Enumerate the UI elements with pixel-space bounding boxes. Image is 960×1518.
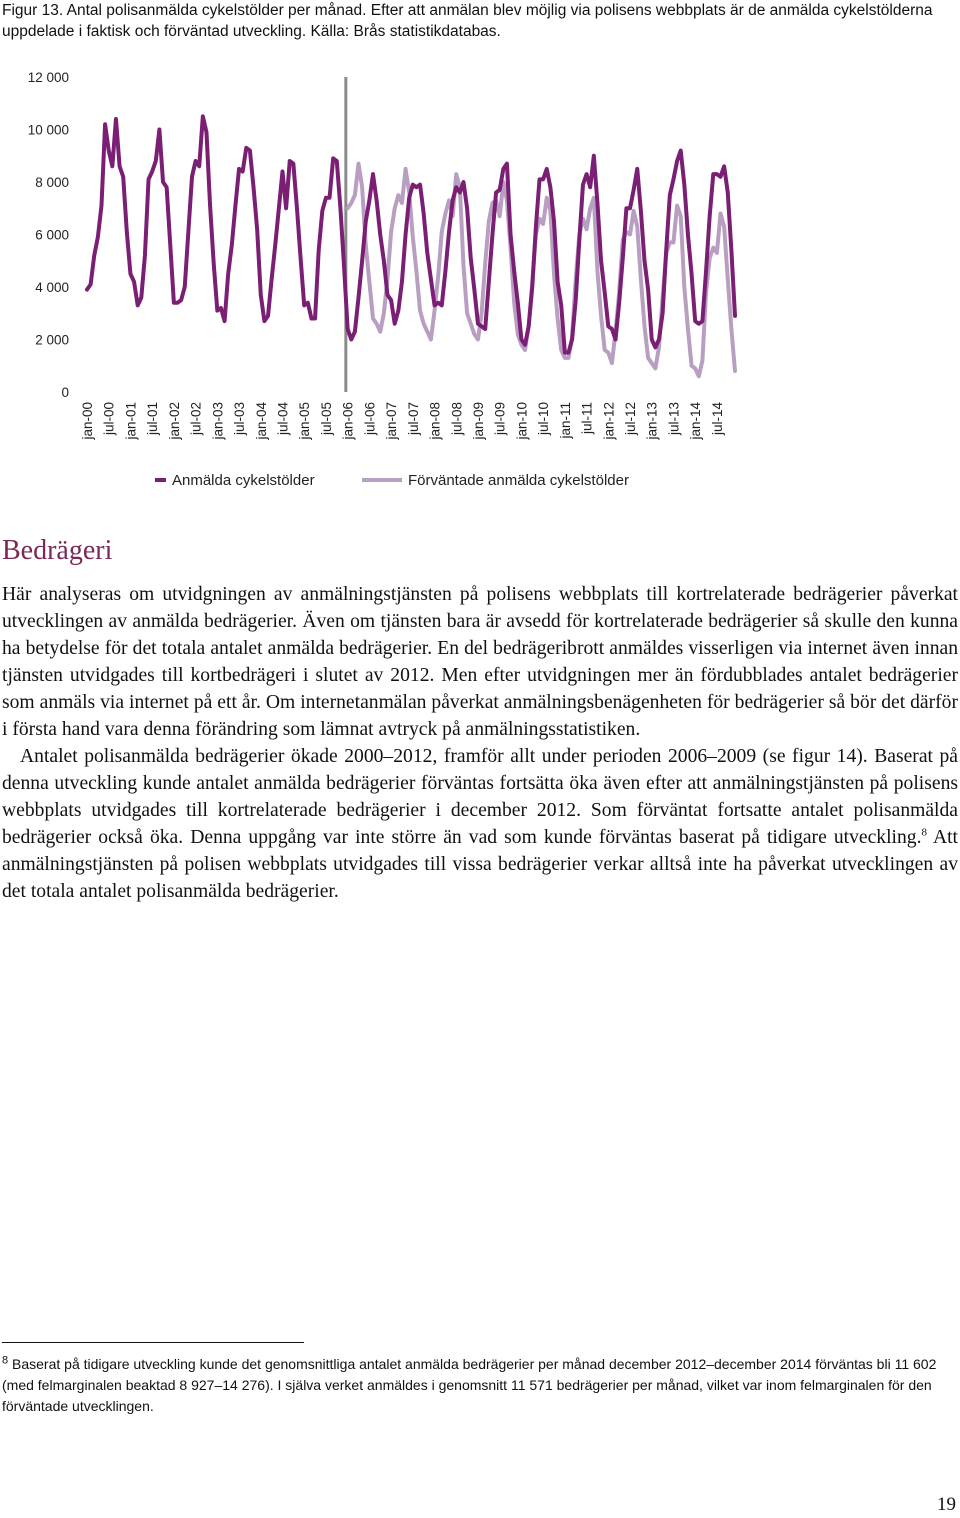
- y-tick-label: 2 000: [35, 332, 69, 348]
- x-tick-label: jan-02: [166, 402, 182, 440]
- x-tick-label: jul-14: [709, 402, 725, 436]
- footnote: [2, 1354, 947, 1417]
- x-tick-label: jan-11: [557, 402, 573, 439]
- series-line-expected: [348, 164, 735, 377]
- legend-label-expected: Förväntade anmälda cykelstölder: [408, 472, 629, 489]
- x-tick-label: jan-03: [210, 402, 226, 440]
- footnote-divider: [2, 1342, 304, 1343]
- x-tick-label: jul-07: [405, 402, 421, 436]
- article-body: [2, 581, 958, 905]
- x-tick-label: jan-13: [644, 402, 660, 440]
- x-tick-label: jul-11: [579, 402, 595, 435]
- page-number: 19: [937, 1494, 956, 1515]
- x-tick-label: jan-00: [80, 402, 95, 440]
- footnote-ref[interactable]: 8: [921, 826, 927, 839]
- x-tick-label: jan-08: [427, 402, 443, 440]
- y-axis: [28, 70, 69, 400]
- x-tick-label: jul-01: [145, 402, 161, 436]
- y-tick-label: 12 000: [27, 70, 69, 85]
- y-tick-label: 4 000: [35, 280, 69, 295]
- x-tick-label: jan-14: [688, 402, 704, 440]
- x-tick-label: jan-12: [601, 402, 617, 440]
- x-tick-label: jul-02: [188, 402, 204, 436]
- x-tick-label: jul-06: [362, 402, 378, 436]
- x-tick-label: jan-07: [384, 402, 400, 440]
- x-tick-label: jan-05: [297, 402, 313, 440]
- y-tick-label: 0: [61, 385, 69, 400]
- x-tick-label: jan-06: [340, 402, 356, 440]
- x-tick-label: jul-00: [101, 402, 117, 436]
- paragraph-2: [2, 743, 958, 905]
- legend-label-actual: Anmälda cykelstölder: [172, 472, 315, 489]
- y-tick-label: 8 000: [35, 175, 69, 190]
- y-tick-label: 6 000: [35, 227, 69, 243]
- bicycle-theft-chart: [0, 60, 960, 510]
- x-tick-label: jul-03: [232, 402, 248, 436]
- section-heading: Bedrägeri: [2, 535, 113, 566]
- footnote-text: Baserat på tidigare utveckling kunde det genomsnittliga antalet anmälda bedrägerier per månad december 2012–december 2014 förväntas bli 11 602 (med felmarginalen beaktad 8 927–14 276). I själva verket anmäldes i genomsnitt 11 571 bedrägerier per månad, vilket var inom felmarginalen för den förväntade utvecklingen.: [2, 1356, 937, 1414]
- paragraph-2-text: Antalet polisanmälda bedrägerier ökade 2000–2012, framför allt under perioden 2006–2009 (se figur 14). Baserat på denna utveckling kunde antalet anmälda bedrägerier förväntas fortsätta öka även efter att anmälningstjänsten på polisens webbplats utvidgades till kortrelaterade bedrägerier i december 2012. Som förväntat fortsatte antalet polisanmälda bedrägerier också öka. Denna uppgång var inte större än vad som kunde förväntas baserat på tidigare utveckling.: [2, 746, 958, 848]
- figure-caption: Figur 13. Antal polisanmälda cykelstölder per månad. Efter att anmälan blev möjlig via polisens webbplats är de anmälda cykelstölderna uppdelade i faktisk och förväntad utveckling. Källa: Brås statistikdatabas.: [2, 2, 933, 40]
- x-tick-label: jul-09: [492, 402, 508, 436]
- footnote-number: 8: [2, 1354, 9, 1367]
- x-tick-label: jan-09: [470, 402, 486, 440]
- paragraph-1: Här analyseras om utvidgningen av anmälningstjänsten på polisens webbplats till kortrelaterade bedrägerier påverkat utvecklingen av anmälda bedrägerier. Även om tjänsten bara är avsedd för kortrelaterade bedrägerier så skulle den kunna ha betydelse för det totala antalet anmälda bedrägerier. En del bedrägeribrott anmäldes visserligen via internet även innan tjänsten utvidgades till kortbedrägeri i slutet av 2012. Men efter utvidgningen mer än fördubblades antalet bedrägerier som anmäls via internet på ett år. Om internetanmälan påverkat anmälningsbenägenheten för bedrägerier så bör det därför i första hand vara denna förändring som lämnat avtryck på anmälningsstatistiken.: [2, 584, 958, 740]
- x-tick-label: jul-10: [536, 402, 552, 436]
- x-tick-label: jan-01: [123, 402, 139, 440]
- x-tick-label: jan-10: [514, 402, 530, 440]
- x-tick-label: jan-04: [253, 402, 269, 440]
- x-tick-label: jul-04: [275, 402, 291, 436]
- x-tick-label: jul-12: [623, 402, 639, 436]
- series-layer: [87, 116, 735, 376]
- x-tick-label: jul-13: [666, 402, 682, 436]
- chart-legend: [155, 472, 629, 489]
- x-tick-label: jul-08: [449, 402, 465, 436]
- paragraph-2-text-cont: Att anmälningstjänsten på polisen webbplats utvidgades till vissa bedrägerier verkar alltså inte ha påverkat utvecklingen av det totala antalet polisanmälda bedrägerier.: [2, 827, 958, 902]
- x-tick-label: jul-05: [318, 402, 334, 436]
- x-axis: [80, 402, 725, 441]
- y-tick-label: 10 000: [27, 122, 69, 138]
